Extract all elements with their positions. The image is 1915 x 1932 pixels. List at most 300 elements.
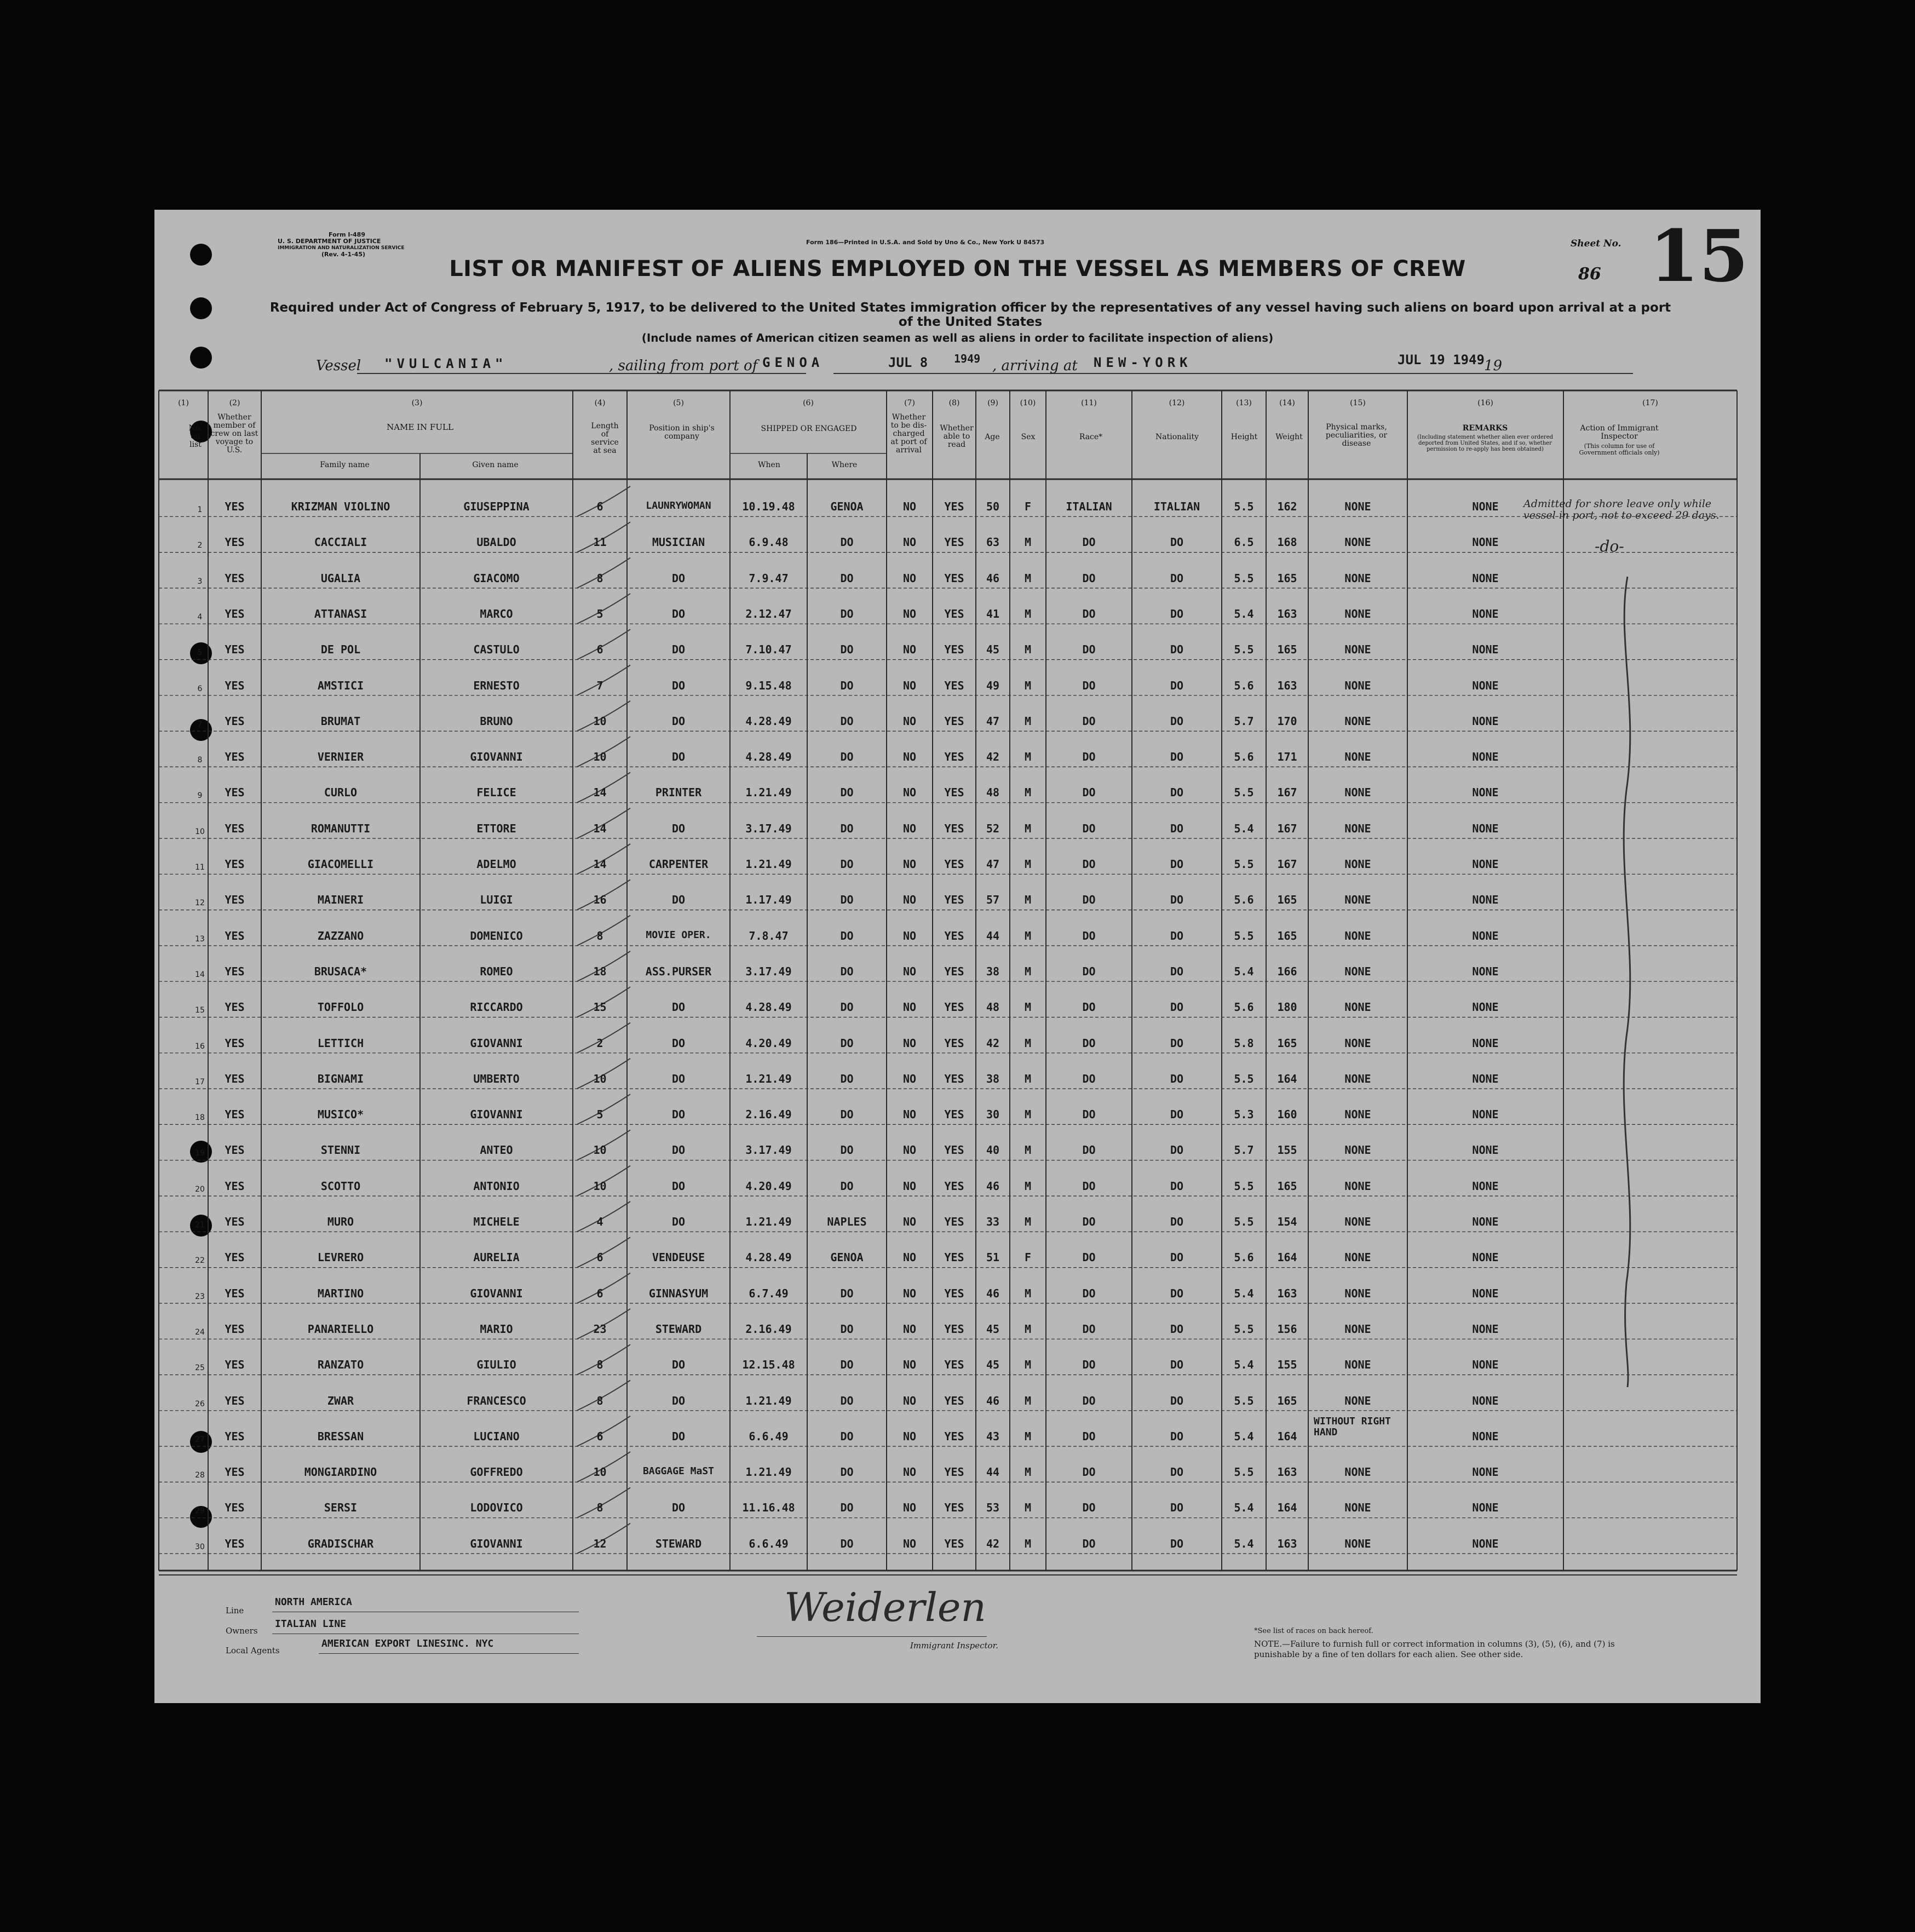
family-name-cell: CURLO	[324, 786, 358, 800]
col-header-height: Height	[1230, 433, 1258, 441]
previous-voyage-cell: YES	[225, 1036, 245, 1050]
service-cell: 11	[593, 536, 607, 549]
read-cell: YES	[944, 893, 964, 907]
previous-voyage-cell: YES	[225, 500, 245, 513]
family-name-cell: ATTANASI	[314, 607, 367, 620]
physical-marks-cell: WITHOUT RIGHT HAND	[1314, 1415, 1391, 1438]
remarks-cell: NONE	[1472, 536, 1499, 549]
column-number: (13)	[1236, 399, 1252, 407]
shipped-when-cell: 6.9.48	[749, 536, 789, 549]
family-name-cell: BIGNAMI	[317, 1072, 364, 1085]
family-name-cell: UGALIA	[320, 571, 361, 585]
age-cell: 63	[986, 536, 1000, 549]
discharged-cell: NO	[902, 1215, 917, 1228]
vessel-label: Vessel	[316, 358, 361, 374]
height-cell: 5.4	[1234, 1358, 1254, 1372]
shipped-when-cell: 1.21.49	[745, 858, 792, 871]
given-name-cell: ERNESTO	[473, 679, 520, 692]
shipped-where-cell: DO	[840, 1358, 854, 1372]
ditto-line	[1611, 571, 1644, 1393]
service-cell: 6	[596, 643, 603, 657]
height-cell: 5.5	[1234, 858, 1254, 871]
height-cell: 5.6	[1234, 1001, 1254, 1014]
height-cell: 5.4	[1234, 821, 1254, 835]
nationality-cell: DO	[1170, 750, 1184, 764]
service-cell: 7	[596, 679, 603, 692]
shipped-when-cell: 1.21.49	[745, 1215, 792, 1228]
physical-marks-cell: NONE	[1344, 643, 1371, 657]
sex-cell: M	[1024, 643, 1032, 657]
sex-cell: M	[1024, 1001, 1032, 1014]
family-name-cell: LETTICH	[317, 1036, 364, 1050]
nationality-cell: DO	[1170, 1108, 1184, 1122]
age-cell: 38	[986, 964, 1000, 978]
sex-cell: F	[1024, 500, 1032, 513]
given-name-cell: MARCO	[480, 607, 513, 620]
race-cell: DO	[1082, 1179, 1096, 1193]
service-cell: 8	[596, 1358, 603, 1372]
race-cell: DO	[1082, 929, 1096, 942]
remarks-cell: NONE	[1472, 500, 1499, 513]
remarks-cell: NONE	[1472, 1286, 1499, 1300]
given-name-cell: GIOVANNI	[470, 1036, 523, 1050]
weight-cell: 163	[1277, 679, 1297, 692]
height-cell: 5.4	[1234, 1286, 1254, 1300]
discharged-cell: NO	[902, 643, 917, 657]
physical-marks-cell: NONE	[1344, 1394, 1371, 1407]
position-cell: STEWARD	[655, 1537, 702, 1550]
given-name-cell: DOMENICO	[470, 929, 523, 942]
position-cell: DO	[671, 1001, 686, 1014]
height-cell: 5.7	[1234, 1143, 1254, 1157]
sex-cell: M	[1024, 1036, 1032, 1050]
column-number: (3)	[411, 399, 423, 407]
previous-voyage-cell: YES	[225, 1072, 245, 1085]
height-cell: 5.5	[1234, 1322, 1254, 1336]
col-header-inspector-note: (This column for use of Government officials only)	[1579, 442, 1660, 456]
row-number-cell: 3	[197, 577, 203, 586]
height-cell: 5.4	[1234, 964, 1254, 978]
read-cell: YES	[944, 679, 964, 692]
family-name-cell: BRESSAN	[317, 1429, 364, 1443]
given-name-cell: MICHELE	[473, 1215, 520, 1228]
sex-cell: M	[1024, 1108, 1032, 1122]
column-number: (10)	[1020, 399, 1036, 407]
race-cell: DO	[1082, 858, 1096, 871]
sex-cell: M	[1024, 1394, 1032, 1407]
age-cell: 46	[986, 1179, 1000, 1193]
row-number-cell: 2	[197, 541, 203, 550]
arrival-port: NEW-YORK	[1094, 355, 1192, 370]
family-name-cell: SCOTTO	[320, 1179, 361, 1193]
form-department: U. S. DEPARTMENT OF JUSTICE	[278, 238, 381, 245]
given-name-cell: ADELMO	[476, 858, 516, 871]
race-cell: DO	[1082, 1036, 1096, 1050]
position-cell: DO	[671, 1215, 686, 1228]
given-name-cell: GIOVANNI	[470, 1537, 523, 1550]
nationality-cell: DO	[1170, 858, 1184, 871]
read-cell: YES	[944, 571, 964, 585]
family-name-cell: MUSICO*	[317, 1108, 364, 1122]
row-number-cell: 5	[197, 648, 203, 658]
service-cell: 23	[593, 1322, 607, 1336]
shipped-where-cell: DO	[840, 1429, 854, 1443]
age-cell: 47	[986, 714, 1000, 728]
race-cell: DO	[1082, 786, 1096, 800]
row-number-cell: 7	[197, 720, 203, 729]
position-cell: DO	[671, 1036, 686, 1050]
discharged-cell: NO	[902, 1429, 917, 1443]
position-cell: MUSICIAN	[652, 536, 705, 549]
read-cell: YES	[944, 714, 964, 728]
family-name-cell: VERNIER	[317, 750, 364, 764]
column-number: (4)	[594, 399, 606, 407]
discharged-cell: NO	[902, 964, 917, 978]
sex-cell: M	[1024, 1215, 1032, 1228]
height-cell: 5.3	[1234, 1108, 1254, 1122]
row-number-cell: 19	[195, 1149, 205, 1158]
shipped-where-cell: DO	[840, 536, 854, 549]
row-number-cell: 11	[195, 863, 205, 872]
row-number-cell: 15	[195, 1006, 205, 1015]
column-number: (8)	[948, 399, 960, 407]
row-number-cell: 20	[195, 1185, 205, 1194]
page-title: LIST OR MANIFEST OF ALIENS EMPLOYED ON THE VESSEL AS MEMBERS OF CREW	[449, 256, 1466, 281]
sex-cell: M	[1024, 858, 1032, 871]
nationality-cell: DO	[1170, 964, 1184, 978]
given-name-cell: GIACOMO	[473, 571, 520, 585]
age-cell: 52	[986, 821, 1000, 835]
family-name-cell: RANZATO	[317, 1358, 364, 1372]
sailing-label: , sailing from port of	[609, 358, 758, 374]
col-header-when: When	[758, 461, 780, 469]
agents-label: Local Agents	[226, 1646, 280, 1655]
sheet-number-label: Sheet No.	[1571, 238, 1621, 249]
manifest-sheet	[154, 210, 1761, 1703]
race-cell: DO	[1082, 1429, 1096, 1443]
shipped-where-cell: DO	[840, 1465, 854, 1479]
age-cell: 44	[986, 1465, 1000, 1479]
previous-voyage-cell: YES	[225, 750, 245, 764]
given-name-cell: AURELIA	[473, 1251, 520, 1264]
read-cell: YES	[944, 1322, 964, 1336]
age-cell: 30	[986, 1108, 1000, 1122]
discharged-cell: NO	[902, 714, 917, 728]
family-name-cell: CACCIALI	[314, 536, 367, 549]
row-number-cell: 16	[195, 1042, 205, 1051]
service-cell: 8	[596, 929, 603, 942]
remarks-cell: NONE	[1472, 929, 1499, 942]
shipped-when-cell: 3.17.49	[745, 1143, 792, 1157]
family-name-cell: ROMANUTTI	[310, 821, 371, 835]
shipped-where-cell: DO	[840, 786, 854, 800]
row-number-cell: 9	[197, 791, 203, 801]
sailing-date: JUL 8	[888, 355, 928, 370]
given-name-cell: UMBERTO	[473, 1072, 520, 1085]
col-header-weight: Weight	[1275, 433, 1303, 441]
race-cell: DO	[1082, 1358, 1096, 1372]
shipped-when-cell: 4.28.49	[745, 1251, 792, 1264]
previous-voyage-cell: YES	[225, 1179, 245, 1193]
height-cell: 5.5	[1234, 929, 1254, 942]
row-number-cell: 12	[195, 899, 205, 908]
remark-ditto-mark: -do-	[1595, 537, 1624, 555]
age-cell: 48	[986, 786, 1000, 800]
physical-marks-cell: NONE	[1344, 786, 1371, 800]
position-cell: MOVIE OPER.	[646, 929, 711, 941]
previous-voyage-cell: YES	[225, 1143, 245, 1157]
physical-marks-cell: NONE	[1344, 679, 1371, 692]
remarks-cell: NONE	[1472, 714, 1499, 728]
shipped-where-cell: DO	[840, 1286, 854, 1300]
nationality-cell: DO	[1170, 714, 1184, 728]
col-header-given-name: Given name	[472, 461, 519, 469]
nationality-cell: DO	[1170, 929, 1184, 942]
family-name-cell: TOFFOLO	[317, 1001, 364, 1014]
physical-marks-cell: NONE	[1344, 750, 1371, 764]
position-cell: DO	[671, 571, 686, 585]
nationality-cell: DO	[1170, 1429, 1184, 1443]
read-cell: YES	[944, 536, 964, 549]
nationality-cell: DO	[1170, 1036, 1184, 1050]
read-cell: YES	[944, 1501, 964, 1515]
nationality-cell: DO	[1170, 1394, 1184, 1407]
sex-cell: M	[1024, 1143, 1032, 1157]
read-cell: YES	[944, 1286, 964, 1300]
row-number-cell: 13	[195, 934, 205, 944]
race-cell: DO	[1082, 571, 1096, 585]
discharged-cell: NO	[902, 893, 917, 907]
sex-cell: M	[1024, 1501, 1032, 1515]
given-name-cell: GIOVANNI	[470, 750, 523, 764]
remarks-cell: NONE	[1472, 1465, 1499, 1479]
weight-cell: 154	[1277, 1215, 1297, 1228]
remarks-cell: NONE	[1472, 571, 1499, 585]
nationality-cell: DO	[1170, 536, 1184, 549]
nationality-cell: DO	[1170, 643, 1184, 657]
height-cell: 5.7	[1234, 714, 1254, 728]
agents-value: AMERICAN EXPORT LINESINC. NYC	[321, 1638, 494, 1649]
given-name-cell: BRUNO	[480, 714, 513, 728]
family-name-cell: KRIZMAN VIOLINO	[291, 500, 390, 513]
discharged-cell: NO	[902, 1072, 917, 1085]
family-name-cell: ZWAR	[327, 1394, 354, 1407]
line-label: Line	[226, 1606, 244, 1615]
column-number: (17)	[1642, 399, 1658, 407]
service-cell: 16	[593, 893, 607, 907]
shipped-when-cell: 4.20.49	[745, 1036, 792, 1050]
read-cell: YES	[944, 1465, 964, 1479]
penalty-note: NOTE.—Failure to furnish full or correct information in columns (3), (5), (6), and (7) is punishable by a fine of ten dollars for each alien. See other side.	[1254, 1639, 1615, 1659]
weight-cell: 167	[1277, 786, 1297, 800]
read-cell: YES	[944, 1358, 964, 1372]
remarks-cell: NONE	[1472, 858, 1499, 871]
height-cell: 5.8	[1234, 1036, 1254, 1050]
age-cell: 33	[986, 1215, 1000, 1228]
col-header-remarks: REMARKS	[1462, 424, 1508, 433]
family-name-cell: MURO	[327, 1215, 354, 1228]
col-header-read: Whether able to read	[940, 424, 974, 449]
discharged-cell: NO	[902, 750, 917, 764]
discharged-cell: NO	[902, 1358, 917, 1372]
discharged-cell: NO	[902, 786, 917, 800]
sailing-year: 1949	[954, 352, 981, 365]
sex-cell: M	[1024, 1537, 1032, 1550]
physical-marks-cell: NONE	[1344, 607, 1371, 620]
read-cell: YES	[944, 821, 964, 835]
race-cell: DO	[1082, 1537, 1096, 1550]
position-cell: GINNASYUM	[648, 1286, 709, 1300]
previous-voyage-cell: YES	[225, 786, 245, 800]
sailing-port: GENOA	[762, 355, 824, 370]
physical-marks-cell: NONE	[1344, 1537, 1371, 1550]
sex-cell: F	[1024, 1251, 1032, 1264]
age-cell: 57	[986, 893, 1000, 907]
read-cell: YES	[944, 1394, 964, 1407]
discharged-cell: NO	[902, 1465, 917, 1479]
weight-cell: 164	[1277, 1251, 1297, 1264]
read-cell: YES	[944, 1251, 964, 1264]
position-cell: DO	[671, 750, 686, 764]
shipped-where-cell: DO	[840, 1394, 854, 1407]
previous-voyage-cell: YES	[225, 1215, 245, 1228]
given-name-cell: LUCIANO	[473, 1429, 520, 1443]
family-name-cell: MAINERI	[317, 893, 364, 907]
sex-cell: M	[1024, 929, 1032, 942]
race-cell: DO	[1082, 1501, 1096, 1515]
row-number-cell: 4	[197, 612, 203, 622]
previous-voyage-cell: YES	[225, 893, 245, 907]
position-cell: CARPENTER	[648, 858, 709, 871]
shipped-when-cell: 2.12.47	[745, 607, 792, 620]
sex-cell: M	[1024, 786, 1032, 800]
column-number: (15)	[1350, 399, 1366, 407]
weight-cell: 160	[1277, 1108, 1297, 1122]
row-number-cell: 14	[195, 970, 205, 979]
race-cell: DO	[1082, 714, 1096, 728]
service-cell: 8	[596, 1501, 603, 1515]
previous-voyage-cell: YES	[225, 1251, 245, 1264]
col-header-race: Race*	[1079, 433, 1103, 441]
shipped-where-cell: DO	[840, 679, 854, 692]
nationality-cell: DO	[1170, 1537, 1184, 1550]
race-cell: DO	[1082, 1251, 1096, 1264]
previous-voyage-cell: YES	[225, 1501, 245, 1515]
weight-cell: 165	[1277, 1179, 1297, 1193]
row-number-cell: 23	[195, 1292, 205, 1301]
column-number: (11)	[1081, 399, 1097, 407]
family-name-cell: ZAZZANO	[317, 929, 364, 942]
previous-voyage-cell: YES	[225, 858, 245, 871]
shipped-when-cell: 10.19.48	[742, 500, 795, 513]
col-header-discharged: Whether to be dis-charged at port of arrival	[890, 413, 927, 455]
nationality-cell: DO	[1170, 1465, 1184, 1479]
height-cell: 5.6	[1234, 750, 1254, 764]
height-cell: 5.5	[1234, 571, 1254, 585]
col-header-name: NAME IN FULL	[387, 422, 453, 432]
column-number: (16)	[1477, 399, 1493, 407]
col-header-where: Where	[831, 461, 858, 469]
age-cell: 40	[986, 1143, 1000, 1157]
service-cell: 8	[596, 571, 603, 585]
remarks-cell: NONE	[1472, 1322, 1499, 1336]
remarks-cell: NONE	[1472, 1143, 1499, 1157]
remarks-cell: NONE	[1472, 1501, 1499, 1515]
position-cell: DO	[671, 1072, 686, 1085]
service-cell: 10	[593, 1465, 607, 1479]
weight-cell: 180	[1277, 1001, 1297, 1014]
physical-marks-cell: NONE	[1344, 1286, 1371, 1300]
race-cell: DO	[1082, 679, 1096, 692]
physical-marks-cell: NONE	[1344, 858, 1371, 871]
col-header-number: No. on list	[188, 424, 203, 449]
previous-voyage-cell: YES	[225, 607, 245, 620]
service-cell: 14	[593, 858, 607, 871]
given-name-cell: GIOVANNI	[470, 1108, 523, 1122]
read-cell: YES	[944, 750, 964, 764]
row-number-cell: 6	[197, 684, 203, 693]
vessel-name: "VULCANIA"	[384, 356, 508, 371]
shipped-when-cell: 1.21.49	[745, 786, 792, 800]
remarks-cell: NONE	[1472, 1358, 1499, 1372]
shipped-where-cell: DO	[840, 1179, 854, 1193]
row-number-cell: 30	[195, 1542, 205, 1551]
physical-marks-cell: NONE	[1344, 1322, 1371, 1336]
height-cell: 5.6	[1234, 1251, 1254, 1264]
read-cell: YES	[944, 643, 964, 657]
previous-voyage-cell: YES	[225, 643, 245, 657]
physical-marks-cell: NONE	[1344, 1001, 1371, 1014]
given-name-cell: ROMEO	[480, 964, 513, 978]
sex-cell: M	[1024, 964, 1032, 978]
physical-marks-cell: NONE	[1344, 929, 1371, 942]
column-number: (9)	[987, 399, 998, 407]
weight-cell: 167	[1277, 821, 1297, 835]
position-cell: DO	[671, 643, 686, 657]
service-cell: 15	[593, 1001, 607, 1014]
read-cell: YES	[944, 1215, 964, 1228]
shipped-where-cell: DO	[840, 714, 854, 728]
height-cell: 5.4	[1234, 1429, 1254, 1443]
weight-cell: 163	[1277, 607, 1297, 620]
shipped-when-cell: 1.17.49	[745, 893, 792, 907]
age-cell: 49	[986, 679, 1000, 692]
row-number-cell: 26	[195, 1399, 205, 1408]
race-cell: DO	[1082, 643, 1096, 657]
family-name-cell: LEVRERO	[317, 1251, 364, 1264]
family-name-cell: MONGIARDINO	[304, 1465, 377, 1479]
service-cell: 10	[593, 1072, 607, 1085]
column-number: (5)	[673, 399, 684, 407]
row-number-cell: 27	[195, 1435, 205, 1444]
arriving-label: , arriving at	[992, 358, 1078, 374]
col-header-shipped: SHIPPED OR ENGAGED	[761, 424, 857, 433]
previous-voyage-cell: YES	[225, 1429, 245, 1443]
nationality-cell: DO	[1170, 1358, 1184, 1372]
nationality-cell: DO	[1170, 1322, 1184, 1336]
weight-cell: 165	[1277, 1036, 1297, 1050]
given-name-cell: CASTULO	[473, 643, 520, 657]
service-cell: 5	[596, 607, 603, 620]
previous-voyage-cell: YES	[225, 964, 245, 978]
nationality-cell: DO	[1170, 821, 1184, 835]
read-cell: YES	[944, 929, 964, 942]
sex-cell: M	[1024, 1358, 1032, 1372]
age-cell: 45	[986, 1322, 1000, 1336]
weight-cell: 167	[1277, 858, 1297, 871]
position-cell: ASS.PURSER	[645, 964, 712, 978]
shipped-where-cell: DO	[840, 1036, 854, 1050]
